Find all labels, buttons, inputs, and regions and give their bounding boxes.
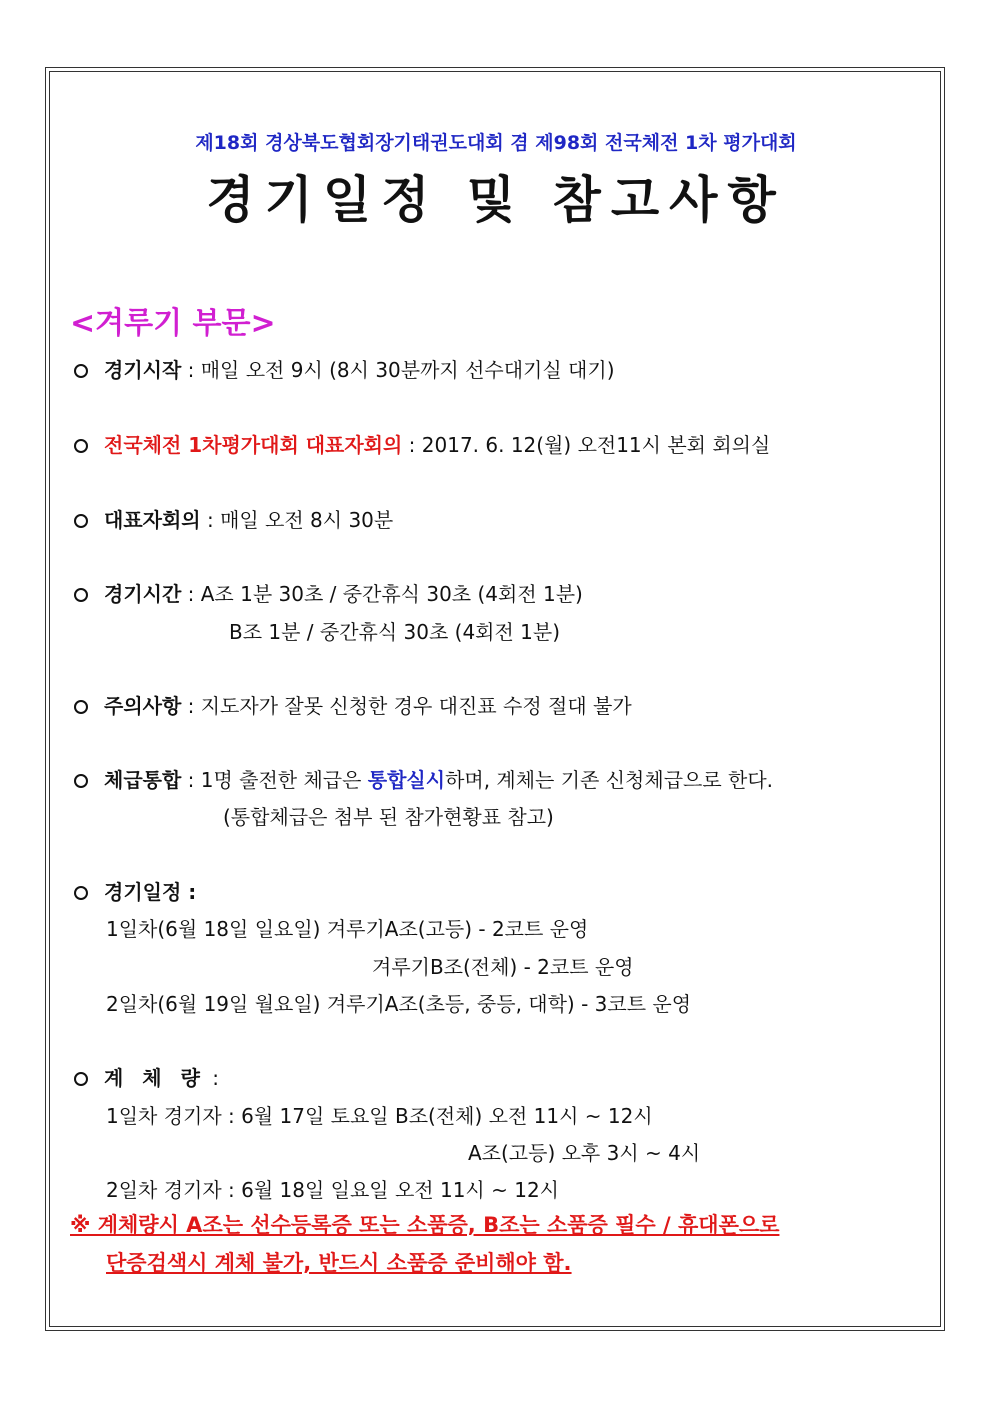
circle-bullet-icon <box>74 700 88 714</box>
item-weigh-label: 계 체 량 <box>104 1066 206 1090</box>
item-caution-text: : 지도자가 잘못 신청한 경우 대진표 수정 절대 불가 <box>181 694 632 718</box>
item-merge <box>74 764 773 793</box>
event-subtitle: 제18회 경상북도협회장기태권도대회 겸 제98회 전국체전 1차 평가대회 <box>195 132 797 154</box>
item-weigh <box>74 1062 219 1091</box>
circle-bullet-icon <box>74 1072 88 1086</box>
item-merge-highlight: 통합실시 <box>367 768 446 792</box>
item-meeting1-label: 전국체전 1차평가대회 대표자회의 <box>104 433 403 457</box>
item-time-text: : A조 1분 30초 / 중간휴식 30초 (4회전 1분) <box>181 582 583 606</box>
item-caution-label: 주의사항 <box>104 694 182 718</box>
weigh-line-3: 2일차 경기자 : 6월 18일 일요일 오전 11시 ~ 12시 <box>106 1178 559 1202</box>
item-start-label: 경기시작 <box>104 358 182 382</box>
schedule-line-2: 겨루기B조(전체) - 2코트 운영 <box>372 955 634 979</box>
item-weigh-colon: : <box>205 1066 219 1090</box>
item-merge-pre: : 1명 출전한 체급은 <box>181 768 368 792</box>
item-time <box>74 578 583 607</box>
circle-bullet-icon <box>74 439 88 453</box>
item-meeting1-text: : 2017. 6. 12(월) 오전11시 본회 회의실 <box>402 433 771 457</box>
item-meeting2-text: : 매일 오전 8시 30분 <box>200 508 394 532</box>
item-caution <box>74 690 632 719</box>
circle-bullet-icon <box>74 774 88 788</box>
item-time-line2: B조 1분 / 중간휴식 30초 (4회전 1분) <box>229 620 561 644</box>
schedule-line-3: 2일차(6월 19일 월요일) 겨루기A조(초등, 중등, 대학) - 3코트 운영 <box>106 992 692 1016</box>
weigh-line-2: A조(고등) 오후 3시 ~ 4시 <box>468 1141 701 1165</box>
item-merge-line2: (통합체급은 첨부 된 참가현황표 참고) <box>223 805 554 829</box>
schedule-line-1: 1일차(6월 18일 일요일) 겨루기A조(고등) - 2코트 운영 <box>106 917 589 941</box>
circle-bullet-icon <box>74 886 88 900</box>
item-meeting2 <box>74 504 393 533</box>
item-schedule-label: 경기일정 : <box>104 880 197 904</box>
weigh-note-line-1: ※ 계체량시 A조는 선수등록증 또는 소품증, B조는 소품증 필수 / 휴대폰으로 <box>70 1213 780 1237</box>
item-start <box>74 354 615 383</box>
item-merge-post: 하며, 계체는 기존 신청체급으로 한다. <box>445 768 774 792</box>
page-title: 경기일정 및 참고사항 <box>206 171 786 229</box>
item-start-text: : 매일 오전 9시 (8시 30분까지 선수대기실 대기) <box>181 358 615 382</box>
item-meeting2-label: 대표자회의 <box>104 508 201 532</box>
item-schedule <box>74 876 196 905</box>
circle-bullet-icon <box>74 364 88 378</box>
item-time-label: 경기시간 <box>104 582 182 606</box>
weigh-line-1: 1일차 경기자 : 6월 17일 토요일 B조(전체) 오전 11시 ~ 12시 <box>106 1104 653 1128</box>
circle-bullet-icon <box>74 514 88 528</box>
item-merge-label: 체급통합 <box>104 768 182 792</box>
section-title: <겨루기 부문> <box>70 306 276 341</box>
circle-bullet-icon <box>74 588 88 602</box>
weigh-note-line-2: 단증검색시 계체 불가, 반드시 소품증 준비해야 함. <box>106 1251 572 1275</box>
item-meeting1 <box>74 429 770 458</box>
